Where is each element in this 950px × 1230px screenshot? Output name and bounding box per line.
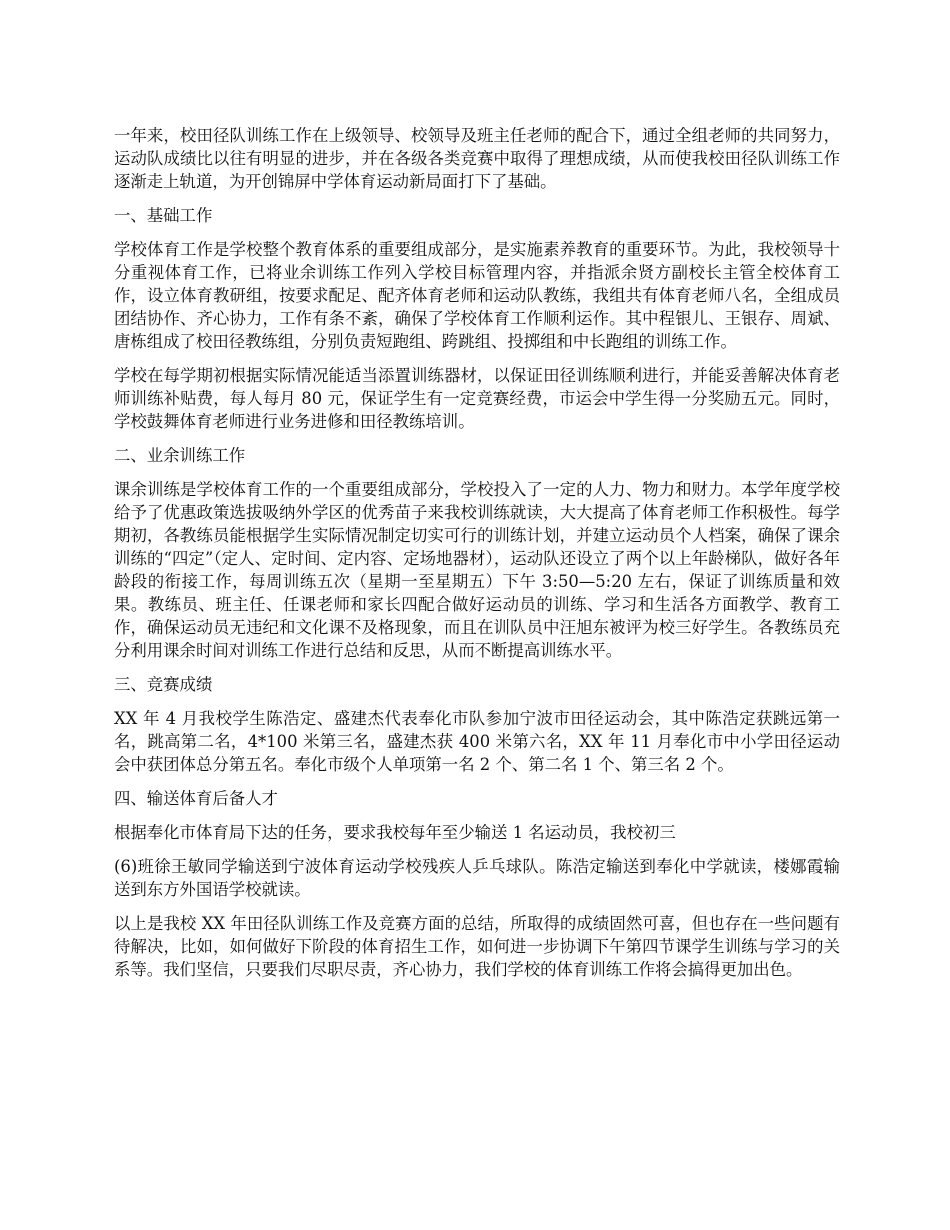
basic-work-paragraph-2: 学校在每学期初根据实际情况能适当添置训练器材，以保证田径训练顺利进行，并能妥善解决体育老师训练补贴费，每人每月 80 元，保证学生有一定竞赛经费，市运会中学生得一分奖励五元。同时，学校鼓舞体育老师进行业务进修和田径教练培训。 <box>114 366 840 431</box>
basic-work-paragraph-1: 学校体育工作是学校整个教育体系的重要组成部分，是实施素养教育的重要环节。为此，我校领导十分重视体育工作，已将业余训练工作列入学校目标管理内容，并指派余贤方副校长主管全校体育工作，设立体育教研组，按要求配足、配齐体育老师和运动队教练，我组共有体育老师八名，全组成员团结协作、齐心协力，工作有条不紊，确保了学校体育工作顺利运作。其中程银儿、王银存、周斌、唐栋组成了校田径教练组，分别负责短跑组、跨跳组、投掷组和中长跑组的训练工作。 <box>114 240 840 351</box>
section-heading-basic-work: 一、基础工作 <box>114 206 213 225</box>
talent-paragraph-1: 根据奉化市体育局下达的任务，要求我校每年至少输送 1 名运动员，我校初三 <box>114 823 676 842</box>
section-heading-training: 二、业余训练工作 <box>114 446 246 465</box>
intro-paragraph: 一年来，校田径队训练工作在上级领导、校领导及班主任老师的配合下，通过全组老师的共同努力，运动队成绩比以往有明显的进步，并在各级各类竞赛中取得了理想成绩，从而使我校田径队训练工作逐渐走上轨道，为开创锦屏中学体育运动新局面打下了基础。 <box>114 126 840 191</box>
competition-paragraph: XX 年 4 月我校学生陈浩定、盛建杰代表奉化市队参加宁波市田径运动会，其中陈浩定获跳远第一名，跳高第二名，4*100 米第三名，盛建杰获 400 米第六名，XX 年 11 月奉化市中小学田径运动会中获团体总分第五名。奉化市级个人单项第一名 2 个、第二名 1 个、第三名 2 个。 <box>114 709 840 774</box>
training-paragraph: 课余训练是学校体育工作的一个重要组成部分，学校投入了一定的人力、物力和财力。本学年度学校给予了优惠政策选拔吸纳外学区的优秀苗子来我校训练就读，大大提高了体育老师工作积极性。每学期初，各教练员能根据学生实际情况制定切实可行的训练计划，并建立运动员个人档案，确保了课余训练的“四定”（定人、定时间、定内容、定场地器材），运动队还设立了两个以上年龄梯队，做好各年龄段的衔接工作，每周训练五次（星期一至星期五）下午 3:50—5:20 左右，保证了训练质量和效果。教练员、班主任、任课老师和家长四配合做好运动员的训练、学习和生活各方面教学、教育工作，确保运动员无违纪和文化课不及格现象，而且在训队员中汪旭东被评为校三好学生。各教练员充分利用课余时间对训练工作进行总结和反思，从而不断提高训练水平。 <box>114 480 840 660</box>
talent-paragraph-2: (6)班徐王敏同学输送到宁波体育运动学校残疾人乒乓球队。陈浩定输送到奉化中学就读，楼娜霞输送到东方外国语学校就读。 <box>114 857 840 899</box>
document-body <box>114 124 840 992</box>
section-heading-competition: 三、竞赛成绩 <box>114 675 213 694</box>
conclusion-paragraph: 以上是我校 XX 年田径队训练工作及竞赛方面的总结，所取得的成绩固然可喜，但也存在一些问题有待解决，比如，如何做好下阶段的体育招生工作，如何进一步协调下午第四节课学生训练与学习的关系等。我们坚信，只要我们尽职尽责，齐心协力，我们学校的体育训练工作将会搞得更加出色。 <box>114 914 840 979</box>
section-heading-talent: 四、输送体育后备人才 <box>114 789 278 808</box>
